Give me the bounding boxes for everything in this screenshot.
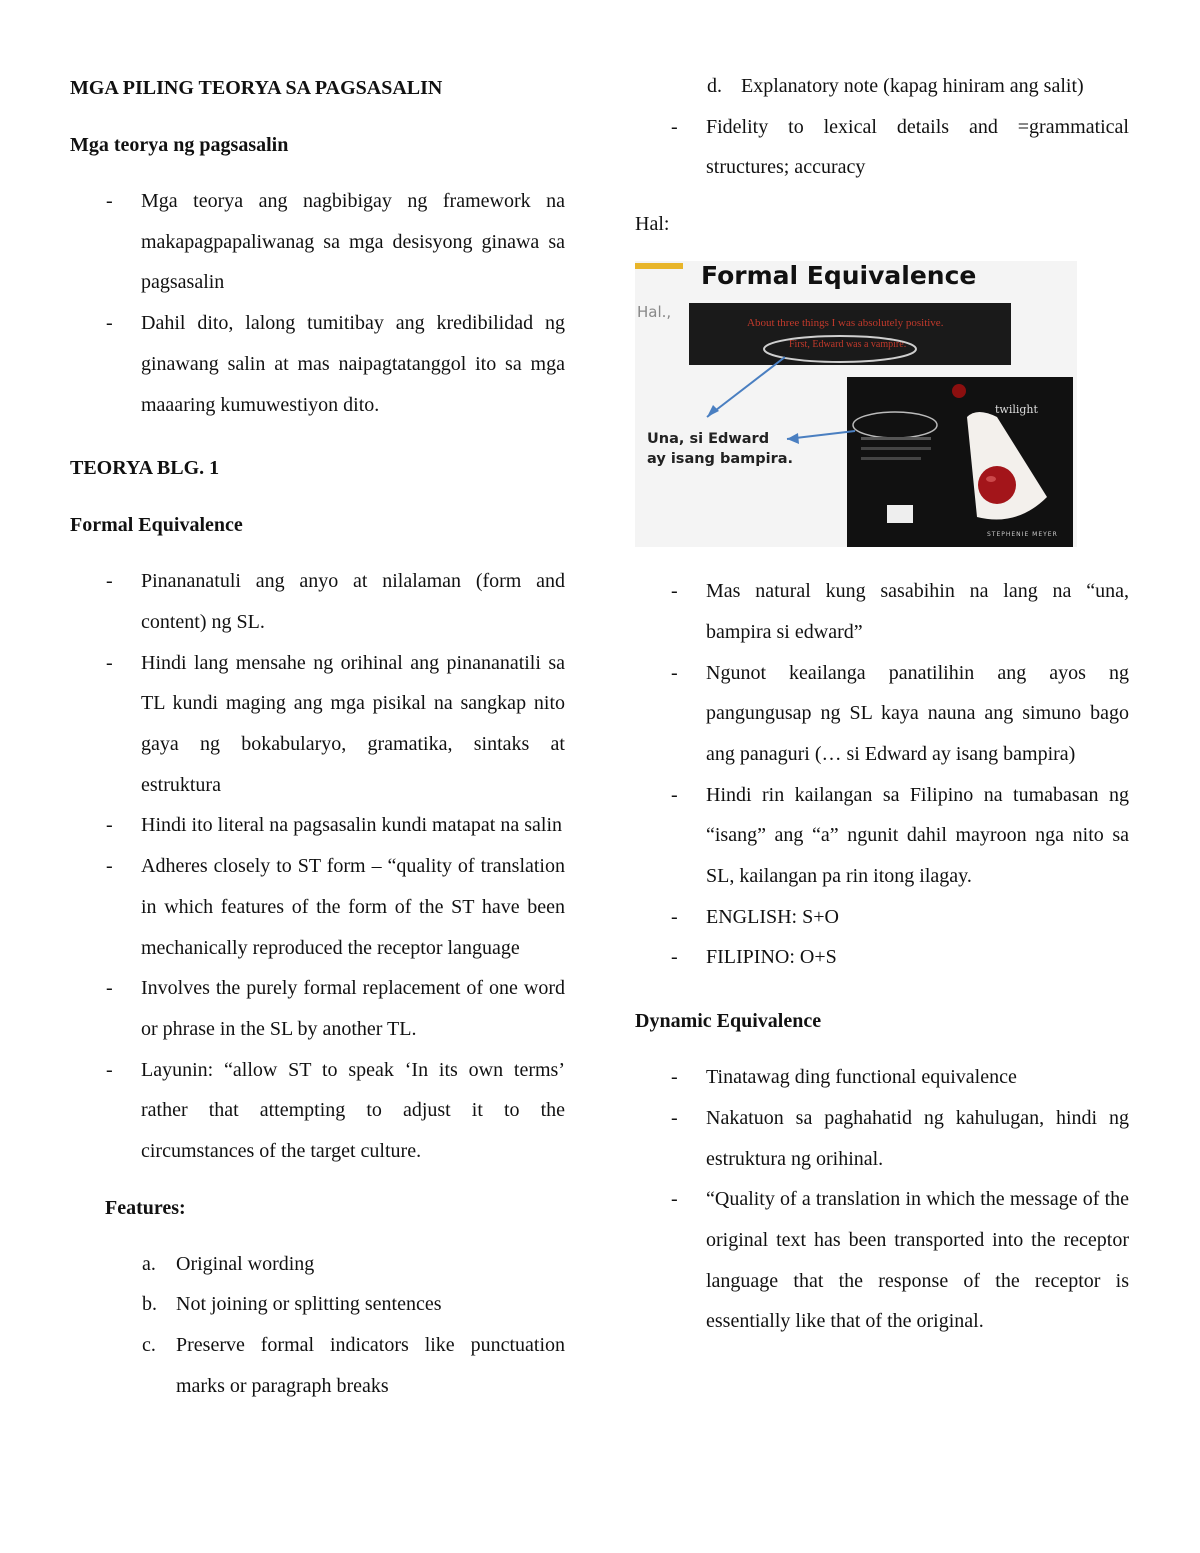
section-heading-teorya: Mga teorya ng pagsasalin <box>70 134 289 156</box>
book-author: STEPHENIE MEYER <box>987 531 1058 539</box>
list-item: - Tinatawag ding functional equivalence <box>635 1057 1129 1098</box>
list-item: - FILIPINO: O+S <box>635 937 1129 978</box>
section1-list <box>70 181 565 425</box>
features-heading: Features: <box>105 1196 186 1219</box>
list-marker: a. <box>142 1252 156 1275</box>
list-item: - Hindi ito literal na pagsasalin kundi matapat na salin <box>70 805 565 846</box>
quote-line: About three things I was absolutely positive. <box>747 317 944 330</box>
list-marker: b. <box>142 1293 157 1316</box>
list-marker: d. <box>707 75 722 97</box>
list-item <box>635 66 1129 107</box>
list-marker: c. <box>142 1334 156 1357</box>
list-item: - Pinananatuli ang anyo at nilalaman (form and content) ng SL. <box>70 561 565 642</box>
list-item: - Nakatuon sa paghahatid ng kahulugan, hindi ng estruktura ng orihinal. <box>635 1098 1129 1179</box>
list-item <box>70 1325 565 1406</box>
document-title: MGA PILING TEORYA SA PAGSASALIN <box>70 77 443 99</box>
formal-list <box>70 561 565 1172</box>
quote-line: First, Edward was a vampire. <box>789 339 907 351</box>
arrows <box>635 261 1077 547</box>
list-item: - Mga teorya ang nagbibigay ng framework na makapagpapaliwanag sa mga desisyong ginawa sa pagsasalin <box>70 181 565 303</box>
list-item: - Adheres closely to ST form – “quality of translation in which features of the form of the ST have been mechanically reproduced the receptor language <box>70 846 565 968</box>
features-list <box>70 1244 565 1407</box>
list-item: - Mas natural kung sasabihin na lang na “una, bampira si edward” <box>635 571 1129 652</box>
formal-equivalence-heading: Formal Equivalence <box>70 514 243 537</box>
list-item: - Hindi lang mensahe ng orihinal ang pinananatili sa TL kundi maging ang mga pisikal na sangkap nito gaya ng bokabularyo, gramatika, sintaks at estruktura <box>70 643 565 806</box>
features-list-continued <box>635 66 1129 107</box>
list-item <box>70 1244 565 1285</box>
list-item: - Hindi rin kailangan sa Filipino na tumabasan ng “isang” ang “a” ngunit dahil mayroon nga nito sa SL, kailangan pa rin itong ilagay. <box>635 775 1129 897</box>
list-item: - Involves the purely formal replacement of one word or phrase in the SL by another TL. <box>70 968 565 1049</box>
example-label: Hal: <box>635 213 670 236</box>
list-item: - Fidelity to lexical details and =grammatical structures; accuracy <box>635 107 1129 188</box>
figure-title: Formal Equivalence <box>701 261 977 291</box>
caption-line: Una, si Edward <box>647 431 770 448</box>
list-item <box>70 1284 565 1325</box>
formal-equivalence-example-image <box>635 261 1077 547</box>
dynamic-equivalence-heading: Dynamic Equivalence <box>635 1010 822 1033</box>
fidelity-list <box>635 107 1129 188</box>
list-text: Not joining or splitting sentences <box>176 1293 442 1316</box>
caption-line: ay isang bampira. <box>647 451 794 468</box>
list-item: - Layunin: “allow ST to speak ‘In its own terms’ rather that attempting to adjust it to the circumstances of the target culture. <box>70 1050 565 1172</box>
figure-caption <box>647 429 793 469</box>
list-item: - Ngunot keailanga panatilihin ang ayos ng pangungusap ng SL kaya nauna ang simuno bago ang panaguri (… si Edward ay isang bampira) <box>635 653 1129 775</box>
dynamic-list <box>635 1057 1129 1342</box>
list-text: Preserve formal indicators like punctuation marks or paragraph breaks <box>176 1334 565 1397</box>
right-column <box>635 62 1129 1342</box>
figure-hal-label: Hal., <box>637 303 672 322</box>
list-text: Explanatory note (kapag hiniram ang salit) <box>741 75 1084 97</box>
list-item: - ENGLISH: S+O <box>635 897 1129 938</box>
theory-number-heading: TEORYA BLG. 1 <box>70 457 220 480</box>
book-title: twilight <box>995 403 1038 417</box>
example-notes-list <box>635 571 1129 978</box>
list-item: - Dahil dito, lalong tumitibay ang kredibilidad ng ginawang salin at mas naipagtatanggol ito sa mga maaaring kumuwestiyon dito. <box>70 303 565 425</box>
list-item: - “Quality of a translation in which the message of the original text has been transported into the receptor language that the response of the receptor is essentially like that of the original. <box>635 1179 1129 1342</box>
left-column <box>70 62 565 1407</box>
list-text: Original wording <box>176 1252 315 1275</box>
